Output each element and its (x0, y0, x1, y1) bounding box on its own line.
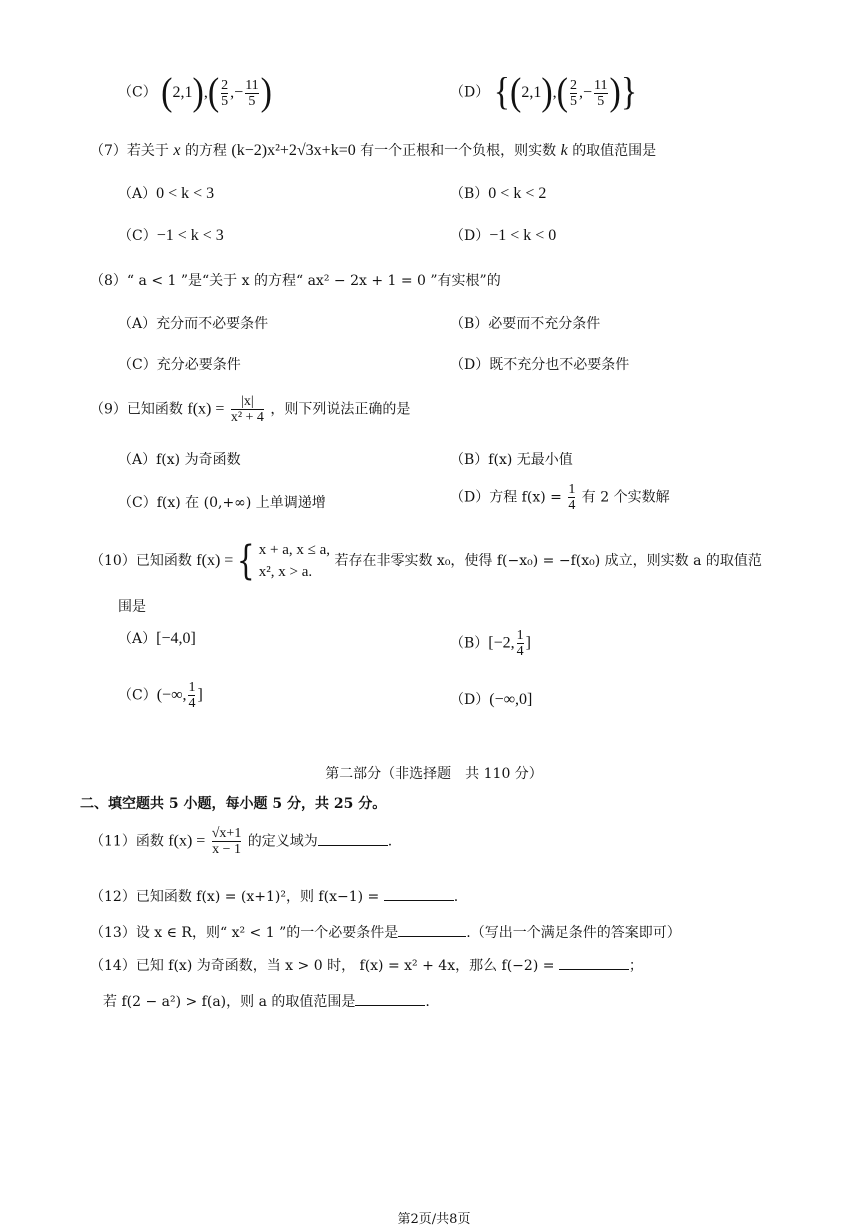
q7-number: （7） (90, 143, 127, 159)
q9-stem (90, 394, 410, 425)
q7-option-c[interactable] (118, 225, 224, 245)
q7-var-k: k (560, 142, 568, 159)
q7-option-b-text: 0 < k < 2 (488, 185, 547, 202)
q8-option-b[interactable] (450, 313, 600, 333)
q7-option-b-label: （B） (450, 186, 489, 202)
q10-prefix: 已知函数 (135, 553, 192, 569)
q14-text: 已知 f(x) 为奇函数，当 x > 0 时， f(x) = x² + 4x，那么 f(−2) = (135, 958, 555, 974)
q13-text: 设 x ∈ R，则“ x² < 1 ”的一个必要条件是 (135, 925, 399, 941)
q8-option-b-label: （B） (450, 316, 489, 332)
q11-answer-blank[interactable] (318, 833, 388, 846)
q10-case-2: x², x > a. (258, 564, 313, 580)
q7-mid: 的方程 (184, 143, 227, 159)
q10-suffix: 若存在非零实数 x₀，使得 f(−x₀) = −f(x₀) 成立，则实数 a 的取值范 (334, 553, 762, 569)
q9-denominator: x² + 4 (230, 410, 264, 425)
q14-line2 (103, 991, 430, 1011)
q8-option-d-label: （D） (450, 357, 490, 373)
q10-option-d-label: （D） (450, 692, 490, 708)
q6-option-c-expr: (2,1),( $\frac{2}{5}$ ,− $\frac{11}{5}$ ) (161, 71, 272, 114)
q9-option-a-text: f(x) 为奇函数 (156, 452, 241, 468)
q6-option-c-label: （C） (118, 84, 157, 101)
q12-number: （12） (90, 889, 136, 905)
q7-option-b[interactable] (450, 183, 546, 203)
q10-option-a[interactable] (118, 628, 196, 648)
q11-end: . (387, 833, 393, 850)
q8-option-a-text: 充分而不必要条件 (156, 316, 269, 332)
q9-numerator: |x| (241, 394, 254, 409)
q9-fraction (231, 394, 264, 425)
q7-option-d-label: （D） (450, 228, 490, 244)
q6-option-d[interactable] (450, 71, 638, 114)
q13-number: （13） (90, 925, 136, 941)
q10-case-1: x + a, x ≤ a, (258, 542, 331, 558)
q14-line1 (90, 955, 643, 975)
q9-number: （9） (90, 401, 127, 418)
q10-option-b-num: 1 (516, 628, 524, 643)
q10-option-a-label: （A） (118, 631, 157, 647)
q7-stem (90, 140, 656, 160)
q9-option-c[interactable] (118, 492, 326, 512)
q10-option-b[interactable] (450, 628, 531, 659)
q7-suffix: 有一个正根和一个负根，则实数 (360, 143, 557, 159)
q12-answer-blank[interactable] (384, 888, 454, 901)
q9-option-d-label: （D） (450, 489, 490, 506)
q8-option-a[interactable] (118, 313, 268, 333)
q8-stem-text: “ a < 1 ”是“关于 x 的方程“ ax² − 2x + 1 = 0 ”有实根”的 (126, 273, 501, 289)
q11-denominator: x − 1 (212, 842, 241, 857)
q13-end: .（写出一个满足条件的答案即可） (466, 925, 681, 941)
q11 (90, 826, 392, 857)
q10-func: f(x) = (196, 552, 234, 569)
q10-option-b-label: （B） (450, 635, 489, 652)
q9-option-d-num: 1 (568, 482, 576, 497)
q10-number: （10） (90, 553, 136, 569)
part2-title: 第二部分（非选择题 共 110 分） (325, 766, 543, 782)
q14-answer-blank-2[interactable] (355, 993, 425, 1006)
page-footer: 第2页/共8页 (397, 1212, 471, 1227)
q10-option-b-fraction (517, 628, 524, 659)
q9-option-d-post: 有 2 个实数解 (581, 489, 670, 506)
q9-option-b-label: （B） (450, 452, 489, 468)
q11-numerator: √x+1 (211, 826, 242, 841)
q14-line2-text: 若 f(2 − a²) > f(a)，则 a 的取值范围是 (103, 994, 356, 1010)
q14-answer-blank-1[interactable] (559, 957, 629, 970)
q10-option-c-post: ] (197, 686, 203, 704)
q9-func: f(x) = (187, 400, 225, 418)
q9-option-a[interactable] (118, 449, 241, 469)
q10-stem (90, 538, 762, 584)
q8-number: （8） (90, 273, 127, 289)
q14-end1: ； (628, 958, 643, 974)
q10-option-c-num: 1 (188, 680, 196, 695)
q9-option-c-label: （C） (118, 495, 157, 511)
section-2-heading: 二、填空题共 5 小题，每小题 5 分，共 25 分。 (80, 796, 387, 812)
q10-option-d-text: (−∞,0] (489, 691, 533, 708)
q7-equation: (k−2)x²+2√3x+k=0 (231, 142, 356, 159)
q9-suffix: ，则下列说法正确的是 (270, 401, 411, 418)
q9-prefix: 已知函数 (126, 401, 183, 418)
q10-option-b-post: ] (525, 634, 531, 652)
q11-number: （11） (90, 833, 136, 850)
q7-option-a-text: 0 < k < 3 (156, 185, 215, 202)
q10-option-d[interactable] (450, 689, 532, 709)
q12-end: . (453, 889, 459, 905)
q9-option-d-den: 4 (568, 498, 576, 513)
q11-suffix: 的定义域为 (247, 833, 318, 850)
q9-option-c-text: f(x) 在 (0,+∞) 上单调递增 (156, 495, 326, 511)
q10-option-c-label: （C） (118, 687, 157, 704)
q7-tail: 的取值范围是 (572, 143, 657, 159)
q13-answer-blank[interactable] (398, 924, 466, 937)
q8-option-c-label: （C） (118, 357, 157, 373)
q10-option-c[interactable] (118, 680, 203, 711)
q9-option-a-label: （A） (118, 452, 157, 468)
q14-end2: . (425, 994, 430, 1010)
q12 (90, 886, 458, 906)
q14-number: （14） (90, 958, 136, 974)
q7-option-a[interactable] (118, 183, 214, 203)
q10-option-c-fraction (188, 680, 195, 711)
q7-option-a-label: （A） (118, 186, 157, 202)
q8-option-c[interactable] (118, 354, 241, 374)
q9-option-d[interactable] (450, 482, 670, 513)
q6-option-d-expr: {(2,1),( $\frac{2}{5}$ ,− $\frac{11}{5}$ )} (493, 71, 638, 114)
q9-option-d-pre: 方程 f(x) = (489, 489, 562, 506)
q9-option-b[interactable] (450, 449, 573, 469)
q10-stem-line2: 围是 (118, 599, 146, 615)
q7-option-c-label: （C） (118, 228, 157, 244)
q12-text: 已知函数 f(x) = (x+1)²，则 f(x−1) = (135, 889, 380, 905)
q7-option-d-text: −1 < k < 0 (489, 227, 557, 244)
q8-option-c-text: 充分必要条件 (156, 357, 241, 373)
q11-func: f(x) = (168, 832, 206, 850)
q10-option-c-den: 4 (188, 696, 196, 711)
q7-var-x: x (173, 142, 181, 159)
q7-option-d[interactable] (450, 225, 556, 245)
q9-option-d-fraction (568, 482, 575, 513)
q6-option-c[interactable] (118, 71, 272, 114)
q7-prefix: 若关于 (126, 143, 169, 159)
q8-option-d-text: 既不充分也不必要条件 (489, 357, 630, 373)
q10-option-b-den: 4 (516, 644, 524, 659)
q6-option-d-label: （D） (450, 84, 490, 101)
q10-cases (259, 539, 330, 583)
q9-option-b-text: f(x) 无最小值 (488, 452, 573, 468)
q11-prefix: 函数 (135, 833, 164, 850)
q10-brace: { (237, 538, 255, 584)
q11-fraction (212, 826, 242, 857)
q13 (90, 922, 681, 942)
q8-option-d[interactable] (450, 354, 629, 374)
q10-option-a-text: [−4,0] (156, 630, 196, 647)
q8-option-a-label: （A） (118, 316, 157, 332)
q10-option-b-pre: [−2, (488, 634, 515, 652)
q8-stem (90, 270, 501, 290)
q7-option-c-text: −1 < k < 3 (156, 227, 224, 244)
q10-option-c-pre: (−∞, (156, 686, 187, 704)
q8-option-b-text: 必要而不充分条件 (488, 316, 601, 332)
